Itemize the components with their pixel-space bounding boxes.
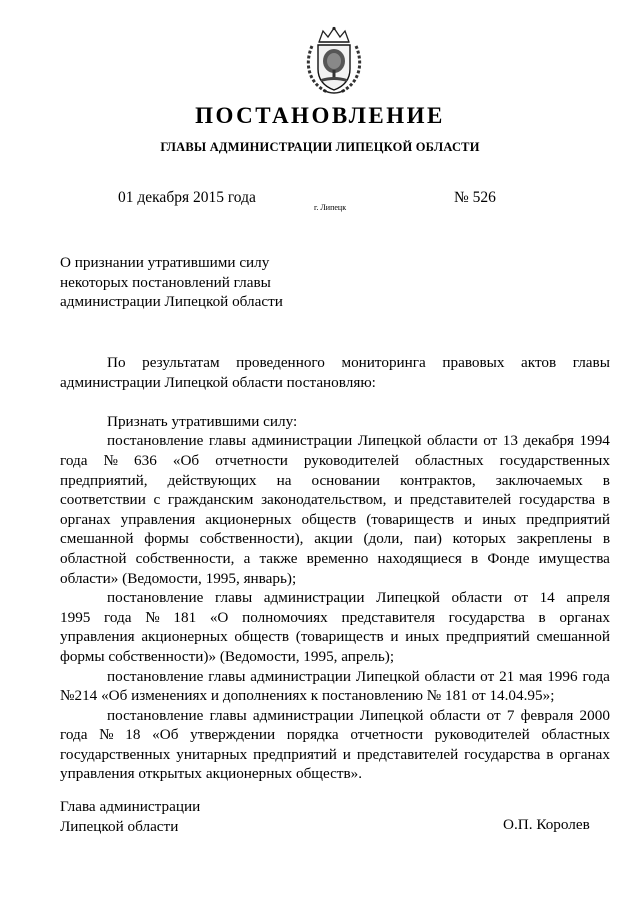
repealed-act-item: [60, 667, 610, 706]
repealed-act-item: [60, 588, 610, 666]
document-place: г. Липецк: [314, 203, 347, 212]
item-line: управления акционерных обществ (товариществ и иных предприятий смешанной: [60, 628, 610, 646]
subject-line: администрации Липецкой области: [60, 293, 283, 311]
document-subject: [60, 253, 340, 312]
item-line: предприятий, действующих на основании контрактов, заключаемых в: [60, 471, 610, 489]
item-line: года № 18 «Об утверждении порядка отчетности руководителей областных: [60, 726, 610, 744]
signer-name: О.П. Королев: [503, 816, 590, 833]
item-line: государственных унитарных предприятий и представителей государства в органах: [60, 745, 610, 763]
subject-line: О признании утратившими силу: [60, 254, 270, 271]
item-line: постановление главы администрации Липецкой области от 13 декабря 1994: [107, 432, 610, 450]
issuer-title: ГЛАВЫ АДМИНИСТРАЦИИ ЛИПЕЦКОЙ ОБЛАСТИ: [160, 140, 480, 154]
subject-line: некоторых постановлений главы: [60, 273, 271, 291]
signer-position: Липецкой области: [60, 817, 179, 835]
intro-line: администрации Липецкой области постановляю:: [60, 373, 376, 391]
document-type: ПОСТАНОВЛЕНИЕ: [195, 103, 445, 128]
item-line: года № 636 «Об отчетности руководителей областных государственных: [60, 451, 610, 469]
item-line: постановление главы администрации Липецкой области от 7 февраля 2000: [107, 706, 610, 724]
item-line: 1995 года № 181 «О полномочиях представителя государства в органах: [60, 608, 610, 626]
item-line: областной собственности, а также временно находящиеся в Фонде имущества: [60, 549, 610, 567]
item-line: органах управления акционерных обществ (товариществ и иных предприятий: [60, 510, 610, 528]
item-line: постановление главы администрации Липецкой области от 14 апреля: [107, 589, 610, 607]
document-body: [60, 353, 610, 784]
item-line: формы собственности)» (Ведомости, 1995, апрель);: [60, 647, 395, 665]
item-line: области» (Ведомости, 1995, январь);: [60, 569, 297, 587]
intro-line: По результатам проведенного мониторинга правовых актов главы: [107, 354, 610, 371]
item-line: постановление главы администрации Липецкой области от 21 мая 1996 года: [107, 667, 610, 685]
item-line: управления открытых акционерных обществ».: [60, 765, 363, 783]
signature-block: [60, 797, 200, 836]
item-line: №214 «Об изменениях и дополнениях к постановлению № 181 от 14.04.95»;: [60, 687, 555, 705]
document-number: № 526: [454, 189, 496, 206]
document-date: 01 декабря 2015 года: [118, 189, 256, 206]
item-line: смешанной формы собственности), акции (доли, паи) которых закреплены в: [60, 530, 610, 548]
decree-line: Признать утратившими силу:: [107, 412, 298, 430]
coat-of-arms-emblem: [303, 26, 365, 96]
item-line: соответствии с гражданским законодательством, и представителей государства в: [60, 491, 610, 509]
repealed-act-item: [60, 431, 610, 588]
repealed-act-item: [60, 706, 610, 784]
signer-position: Глава администрации: [60, 798, 201, 815]
